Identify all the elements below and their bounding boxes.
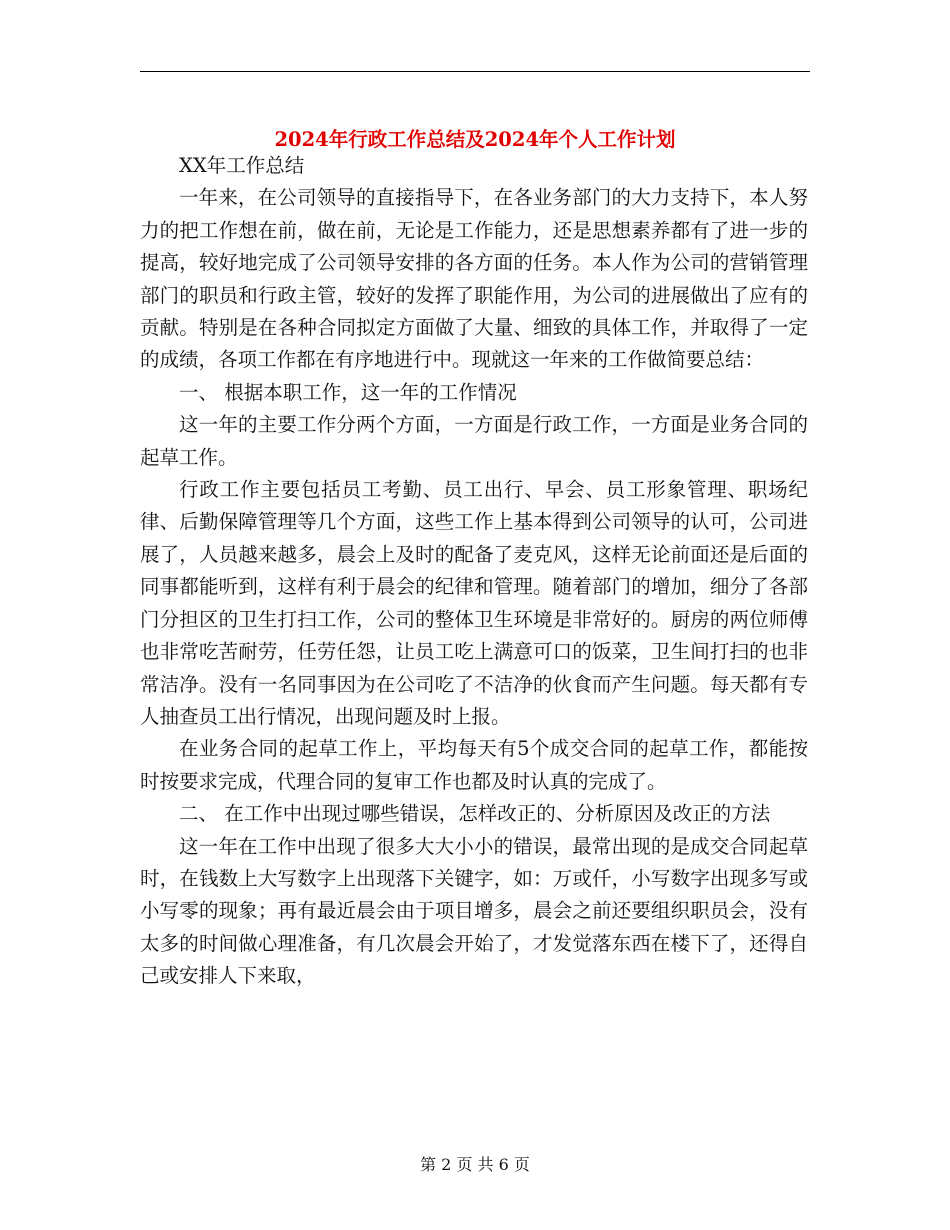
section-heading-two: 二、 在工作中出现过哪些错误，怎样改正的、分析原因及改正的方法 — [179, 802, 771, 826]
section-heading-summary: XX年工作总结 — [179, 154, 305, 177]
page-number-footer: 第 2 页 共 6 页 — [420, 1155, 530, 1174]
body-paragraph-intro: 一年来，在公司领导的直接指导下，在各业务部门的大力支持下，本人努力的把工作想在前，做在前，无论是工作能力，还是思想素养都有了进一步的提高，较好地完成了公司领导安排的各方面的任务。本人作为公司的营销管理部门的职员和行政主管，较好的发挥了职能作用，为公司的进展做出了应有的贡献。特别是在各种合同拟定方面做了大量、细致的具体工作，并取得了一定的成绩，各项工作都在有序地进行中。现就这一年来的工作做简要总结： — [140, 186, 808, 372]
body-paragraph-work-overview: 这一年的主要工作分两个方面，一方面是行政工作，一方面是业务合同的起草工作。 — [140, 413, 808, 469]
header-rule — [140, 71, 810, 72]
section-heading-one: 一、 根据本职工作，这一年的工作情况 — [179, 380, 517, 404]
body-paragraph-admin-work: 行政工作主要包括员工考勤、员工出行、早会、员工形象管理、职场纪律、后勤保障管理等几个方面，这些工作上基本得到公司领导的认可，公司进展了，人员越来越多，晨会上及时的配备了麦克风，这样无论前面还是后面的同事都能听到，这样有利于晨会的纪律和管理。随着部门的增加，细分了各部门分担区的卫生打扫工作，公司的整体卫生环境是非常好的。厨房的两位师傅也非常吃苦耐劳，任劳任怨，让员工吃上满意可口的饭菜，卫生间打扫的也非常洁净。没有一名同事因为在公司吃了不洁净的伙食而产生问题。每天都有专人抽查员工出行情况，出现问题及时上报。 — [140, 478, 808, 728]
body-paragraph-mistakes: 这一年在工作中出现了很多大大小小的错误，最常出现的是成交合同起草时，在钱数上大写数字上出现落下关键字，如：万或仟，小写数字出现多写或小写零的现象；再有最近晨会由于项目增多，晨会之前还要组织职员会，没有太多的时间做心理准备，有几次晨会开始了，才发觉落东西在楼下了，还得自己或安排人下来取， — [140, 834, 808, 988]
document-body — [140, 150, 808, 993]
body-paragraph-contracts: 在业务合同的起草工作上，平均每天有5个成交合同的起草工作，都能按时按要求完成，代理合同的复审工作也都及时认真的完成了。 — [140, 737, 808, 793]
document-title: 2024年行政工作总结及2024年个人工作计划 — [274, 128, 676, 152]
